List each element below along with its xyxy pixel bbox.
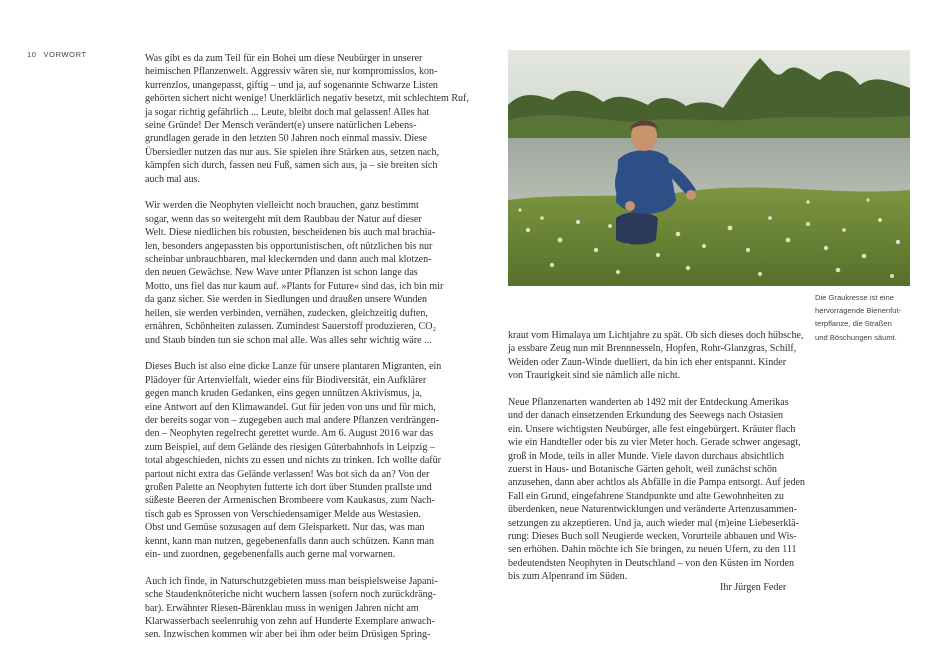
text-line: der bereits sogar von – zugegeben auch mal andere Pflanzen verdrängen- (145, 414, 440, 426)
text-line: bar). Erwähnter Riesen-Bärenklau muss in wenigen Jahren nicht am (145, 602, 419, 614)
text-line: scheinbar unbrauchbaren, mal kleckernden und dann auch mal klotzen- (145, 254, 432, 266)
text-line: Plädoyer für Artenvielfalt, wieder eins für Biodiversität, ein Aufklärer (145, 374, 427, 386)
text-line: den neuen Gewächse. New Wave unter Pflanzen ist schon lange das (145, 267, 418, 279)
text-line: Dieses Buch ist also eine dicke Lanze für unsere plantaren Migranten, ein (145, 361, 442, 373)
author-signature: Ihr Jürgen Feder (720, 582, 787, 593)
running-header (27, 50, 94, 59)
text-line: grundlagen gerade in den letzten 50 Jahren noch einmal massiv. Diese (145, 133, 427, 145)
text-line: gehörten sichert nicht wenige! Unerklärlich negativ besetzt, mit schlechtem Ruf, (145, 93, 469, 105)
text-line: rung: Dieses Buch soll Neugierde wecken, Vorurteile abbauen und Wis- (508, 531, 797, 543)
photo-meadow (508, 187, 910, 286)
text-line: süßeste Beeren der Armenischen Brombeere vom Kaukasus, zum Nach- (145, 495, 435, 507)
text-line: überdenken, neue Naturentwicklungen und veränderte Artenzusammen- (508, 504, 798, 516)
text-line: da ganz sicher. Sie werden in Siedlungen und draußen unsere Wunden (145, 294, 428, 306)
text-line: heimischen Pflanzenwelt. Aggressiv wären sie, nur kompromisslos, kon- (145, 66, 438, 78)
text-line: partout nicht extra das Gelände verlassen! Was bot sich da an? Von der (145, 468, 430, 480)
text-line: Auch ich finde, in Naturschutzgebieten muss man beispielsweise Japani- (145, 575, 438, 587)
text-line: ja sogar richtig gefährlich ... Leute, bleibt doch mal gelassen! Alles hat (145, 106, 430, 118)
section-title: VORWORT (43, 50, 87, 59)
text-line: tisch gab es Sprossen von Verschiedensamiger Melde aus Westasien. (145, 508, 421, 520)
text-line: anzusehen, dann aber achtlos als Abfälle in die Pampa entsorgt. Auf jeden (508, 477, 805, 489)
text-line: kurrenzlos, unangepasst, giftig – und ja, auf sogenannte Schwarze Listen (145, 79, 438, 91)
text-line: sen. Inzwischen kommen wir aber bei ihm oder beim Drüsigen Spring- (145, 629, 431, 641)
text-line: sche Staudenknöteriche nicht wuchern lassen (sofern noch zurückdräng- (145, 589, 436, 601)
text-line: und Staub binden tun sie schon mal alle. Was alles sehr wichtig wäre ... (145, 334, 432, 346)
text-line: groß in Mode, teils in aller Munde. Viele davon durchaus absichtlich (508, 450, 784, 462)
page-number: 10 (27, 50, 37, 59)
text-line: kämpfen sich durch, fassen neu Fuß, samen sich aus, ja – sie breiten sich (145, 160, 438, 172)
text-line: Übersiedler nutzen das nur aus. Sie spielen ihre Stärken aus, setzen nach, (145, 146, 440, 158)
paragraph (145, 199, 445, 346)
photo-botanist-in-meadow (508, 50, 910, 286)
text-line: Neue Pflanzenarten wanderten ab 1492 mit der Entdeckung Amerikas (508, 397, 789, 409)
left-text-column (145, 52, 469, 655)
text-line: sen erhöhen. Dahin möchte ich Sie bringen, zu neuen Ufern, zu den 111 (508, 544, 797, 556)
text-line: heilen, sie werden verbinden, vernähen, zudecken, gleichzeitig duften, (145, 307, 428, 319)
text-line: Obst und Gemüse sozusagen auf dem Gleisparkett. Nur das, was man (145, 522, 425, 534)
text-line: seine Gründe! Der Mensch verändert(e) unsere natürlichen Lebens- (145, 120, 417, 132)
text-line: ernähren, Schönheiten zulassen. Zumindest Sauerstoff produzieren, CO₂ (145, 321, 436, 333)
text-line: Fall ein Grund, eingefahrene Standpunkte und alte Gewohnheiten zu (508, 490, 784, 502)
text-line: gegen manch kruden Gedanken, eins gegen unnützen Aktivismus, ja, (145, 388, 423, 400)
paragraph (145, 360, 445, 561)
paragraph (508, 329, 808, 383)
paragraph (145, 52, 469, 186)
text-line: auch mal aus. (145, 173, 200, 185)
text-line: setzungen zu akzeptieren. Und ja, auch wieder mal (m)eine Liebeserklä- (508, 517, 799, 529)
text-line: zuerst in Haus- und Botanische Gärten geholt, weil zunächst schön (508, 464, 777, 476)
text-line: Welt. Diese niedlichen bis robusten, bescheidenen bis auch mal brachia- (145, 227, 436, 239)
photo-caption (815, 291, 915, 344)
text-line: Klarwasserbach seelenruhig von zehn auf Hunderte Exemplare anwach- (145, 616, 435, 628)
text-line: ja essbare Zeug nun mit Brennnesseln, Hopfen, Rohr-Glanzgras, Schilf, (508, 343, 797, 355)
paragraph (145, 575, 445, 642)
text-line: Weiden oder Zaun-Winde duelliert, da bin ich eher entspannt. Kinder (508, 356, 787, 368)
caption-line: Die Graukresse ist eine (815, 293, 894, 302)
text-line: großen Palette an Neophyten futterte ich dort über Stunden prallste und (145, 481, 432, 493)
caption-line: hervorragende Bienenfut- (815, 306, 902, 316)
text-line: total abgeschieden, nichts zu essen und nichts zu trinken. Ich wollte dafür (145, 455, 442, 467)
text-line: den – Neophyten regelrecht gerettet wurde. Am 6. August 2016 war das (145, 428, 434, 440)
text-line: Was gibt es da zum Teil für ein Bohei um diese Neubürger in unserer (145, 53, 423, 64)
text-line: wie ein Handteller oder bis zu vier Meter hoch. Gerade schwer angesagt, (508, 437, 801, 449)
text-line: sogar, wenn das so weitergeht mit dem Raubbau der Natur auf dieser (145, 213, 422, 225)
text-line: eine Antwort auf den Klimawandel. Gut für jeden von uns und für mich, (145, 401, 436, 413)
text-line: kennt, kann man nutzen, gegebenenfalls dann auch schützen. Kann man (145, 535, 435, 547)
text-line: bis zum Alpenrand im Süden. (508, 571, 628, 583)
right-text-column (508, 329, 808, 597)
text-line: kraut vom Himalaya um Lichtjahre zu spät. Ob sich dieses doch hübsche, (508, 330, 804, 341)
text-line: bedeutendsten Neophyten in Deutschland – von den Küsten im Norden (508, 557, 794, 569)
caption-line: und Böschungen säumt. (815, 332, 897, 342)
text-line: zum Beispiel, auf dem Gelände des riesigen Güterbahnhofs in Leipzig – (145, 441, 435, 453)
text-line: von Traurigkeit sind sie nämlich alle nicht. (508, 370, 681, 382)
text-line: len, besonders angepassten bis opportunistischen, oft nützlichen bis nur (145, 240, 433, 252)
text-line: Motto, uns fiel das nur kaum auf. »Plants for Future« sind das, ich bin mir (145, 280, 444, 292)
paragraph (508, 396, 808, 584)
text-line: ein- und zuordnen, gegebenenfalls auch gerne mal vorwarnen. (145, 549, 396, 560)
caption-line: terpflanze, die Straßen (815, 319, 892, 329)
text-line: ein. Unsere wichtigsten Neubürger, alle fest eingebürgert. Kräuter flach (508, 423, 796, 435)
text-line: und der danach einsetzenden Erkundung des Seewegs nach Ostasien (508, 410, 784, 422)
text-line: Wir werden die Neophyten vielleicht noch brauchen, ganz bestimmt (145, 200, 419, 212)
